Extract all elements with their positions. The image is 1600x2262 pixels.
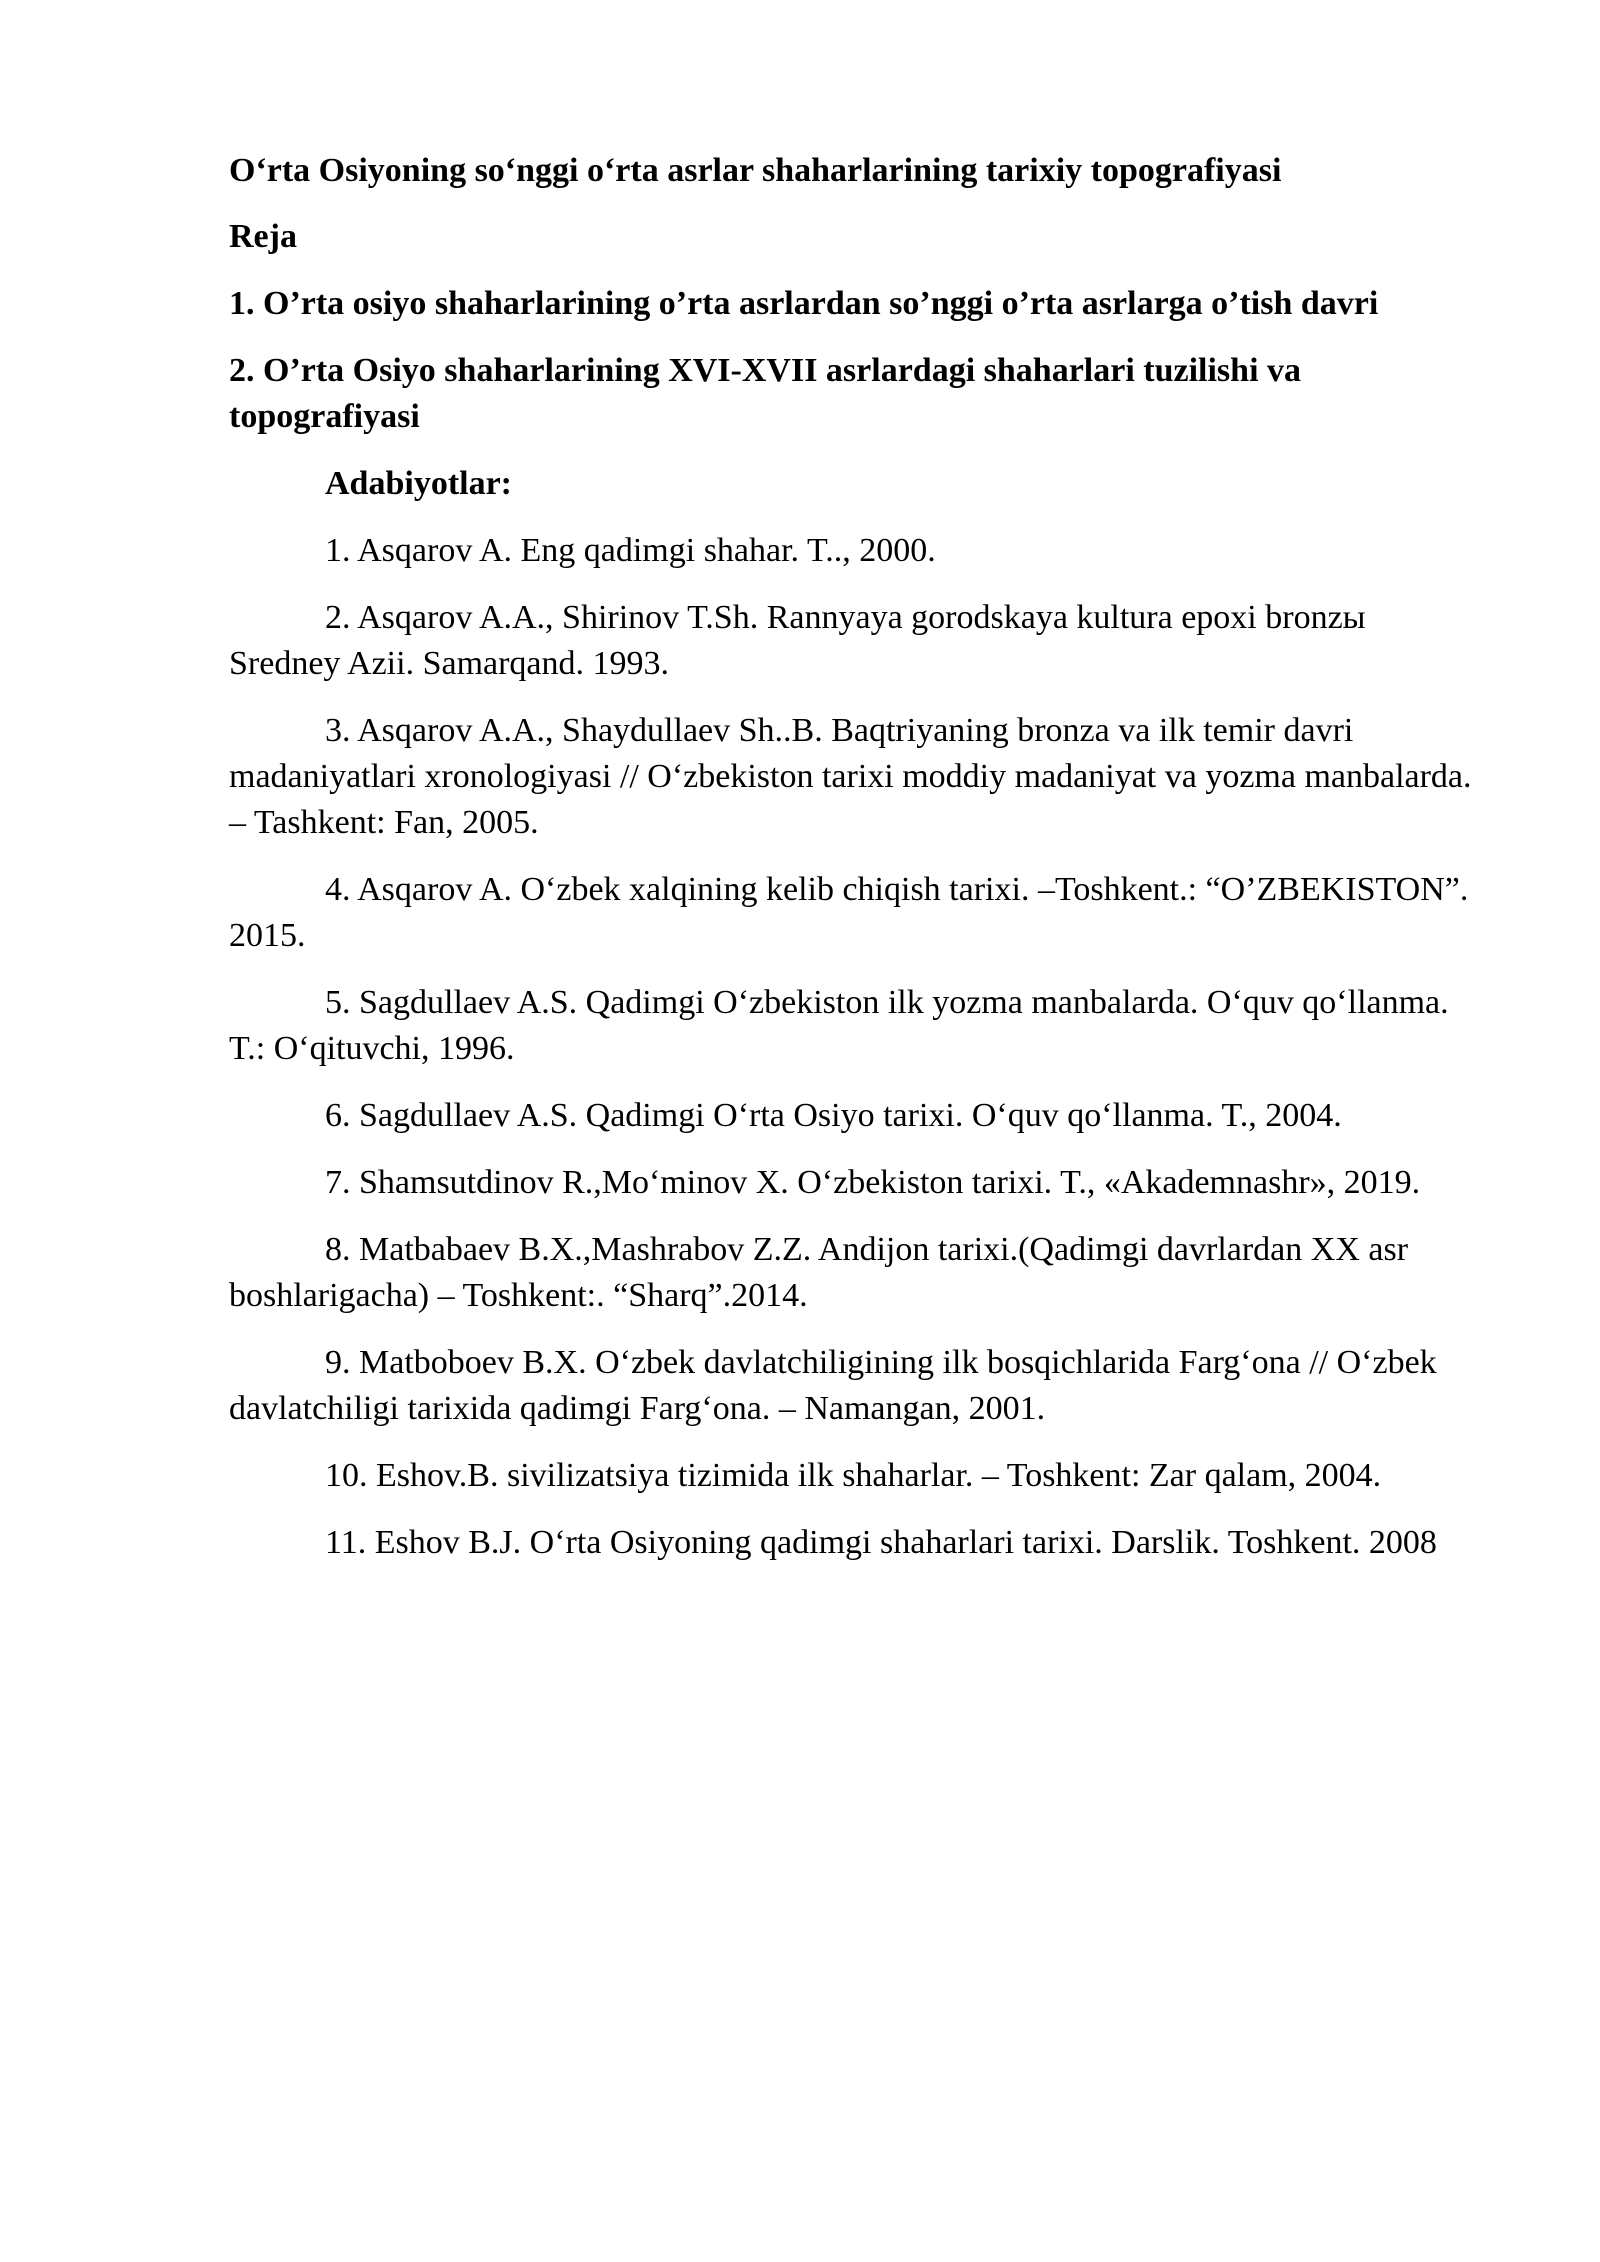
plan-item: 1. O’rta osiyo shaharlarining o’rta asrlardan so’nggi o’rta asrlarga o’tish davri xyxy=(229,285,1379,322)
reference-item: 3. Asqarov A.A., Shaydullaev Sh..B. Baqtriyaning bronza va ilk temir davri madaniyatlari xronologiyasi // O‘zbekiston tarixi moddiy madaniyat va yozma manbalarda. – Tashkent: Fan, 2005. xyxy=(229,712,1472,841)
reference-item: 5. Sagdullaev A.S. Qadimgi O‘zbekiston ilk yozma manbalarda. O‘quv qo‘llanma. T.: O‘qituvchi, 1996. xyxy=(229,984,1449,1067)
reference-item: 10. Eshov.B. sivilizatsiya tizimida ilk shaharlar. – Toshkent: Zar qalam, 2004. xyxy=(325,1457,1382,1494)
reference-item: 4. Asqarov A. O‘zbek xalqining kelib chiqish tarixi. –Toshkent.: “O’ZBEKISTON”. 2015. xyxy=(229,871,1469,954)
reference-item: 2. Asqarov A.A., Shirinov T.Sh. Rannyaya gorodskaya kultura epoxi bronzы Sredney Azii. Samarqand. 1993. xyxy=(229,599,1366,682)
plan-item: 2. O’rta Osiyo shaharlarining XVI-XVII asrlardagi shaharlari tuzilishi va topografiyasi xyxy=(229,352,1302,435)
document-body xyxy=(229,148,1481,1587)
reference-item: 6. Sagdullaev A.S. Qadimgi O‘rta Osiyo tarixi. O‘quv qo‘llanma. T., 2004. xyxy=(325,1097,1342,1134)
plan-heading: Reja xyxy=(229,218,297,255)
reference-item: 7. Shamsutdinov R.,Mo‘minov X. O‘zbekiston tarixi. T., «Akademnashr», 2019. xyxy=(325,1164,1421,1201)
references-heading: Adabiyotlar: xyxy=(325,465,512,502)
reference-item: 8. Matbabaev B.X.,Mashrabov Z.Z. Andijon tarixi.(Qadimgi davrlardan XX asr boshlarigacha) – Toshkent:. “Sharq”.2014. xyxy=(229,1231,1409,1314)
reference-item: 9. Matboboev B.X. O‘zbek davlatchiligining ilk bosqichlarida Farg‘ona // O‘zbek davlatchiligi tarixida qadimgi Farg‘ona. – Namangan, 2001. xyxy=(229,1344,1437,1427)
document-title: O‘rta Osiyoning so‘nggi o‘rta asrlar shaharlarining tarixiy topografiyasi xyxy=(229,152,1282,189)
reference-item: 1. Asqarov A. Eng qadimgi shahar. T.., 2000. xyxy=(325,532,936,569)
reference-item: 11. Eshov B.J. O‘rta Osiyoning qadimgi shaharlari tarixi. Darslik. Toshkent. 2008 xyxy=(325,1524,1437,1561)
